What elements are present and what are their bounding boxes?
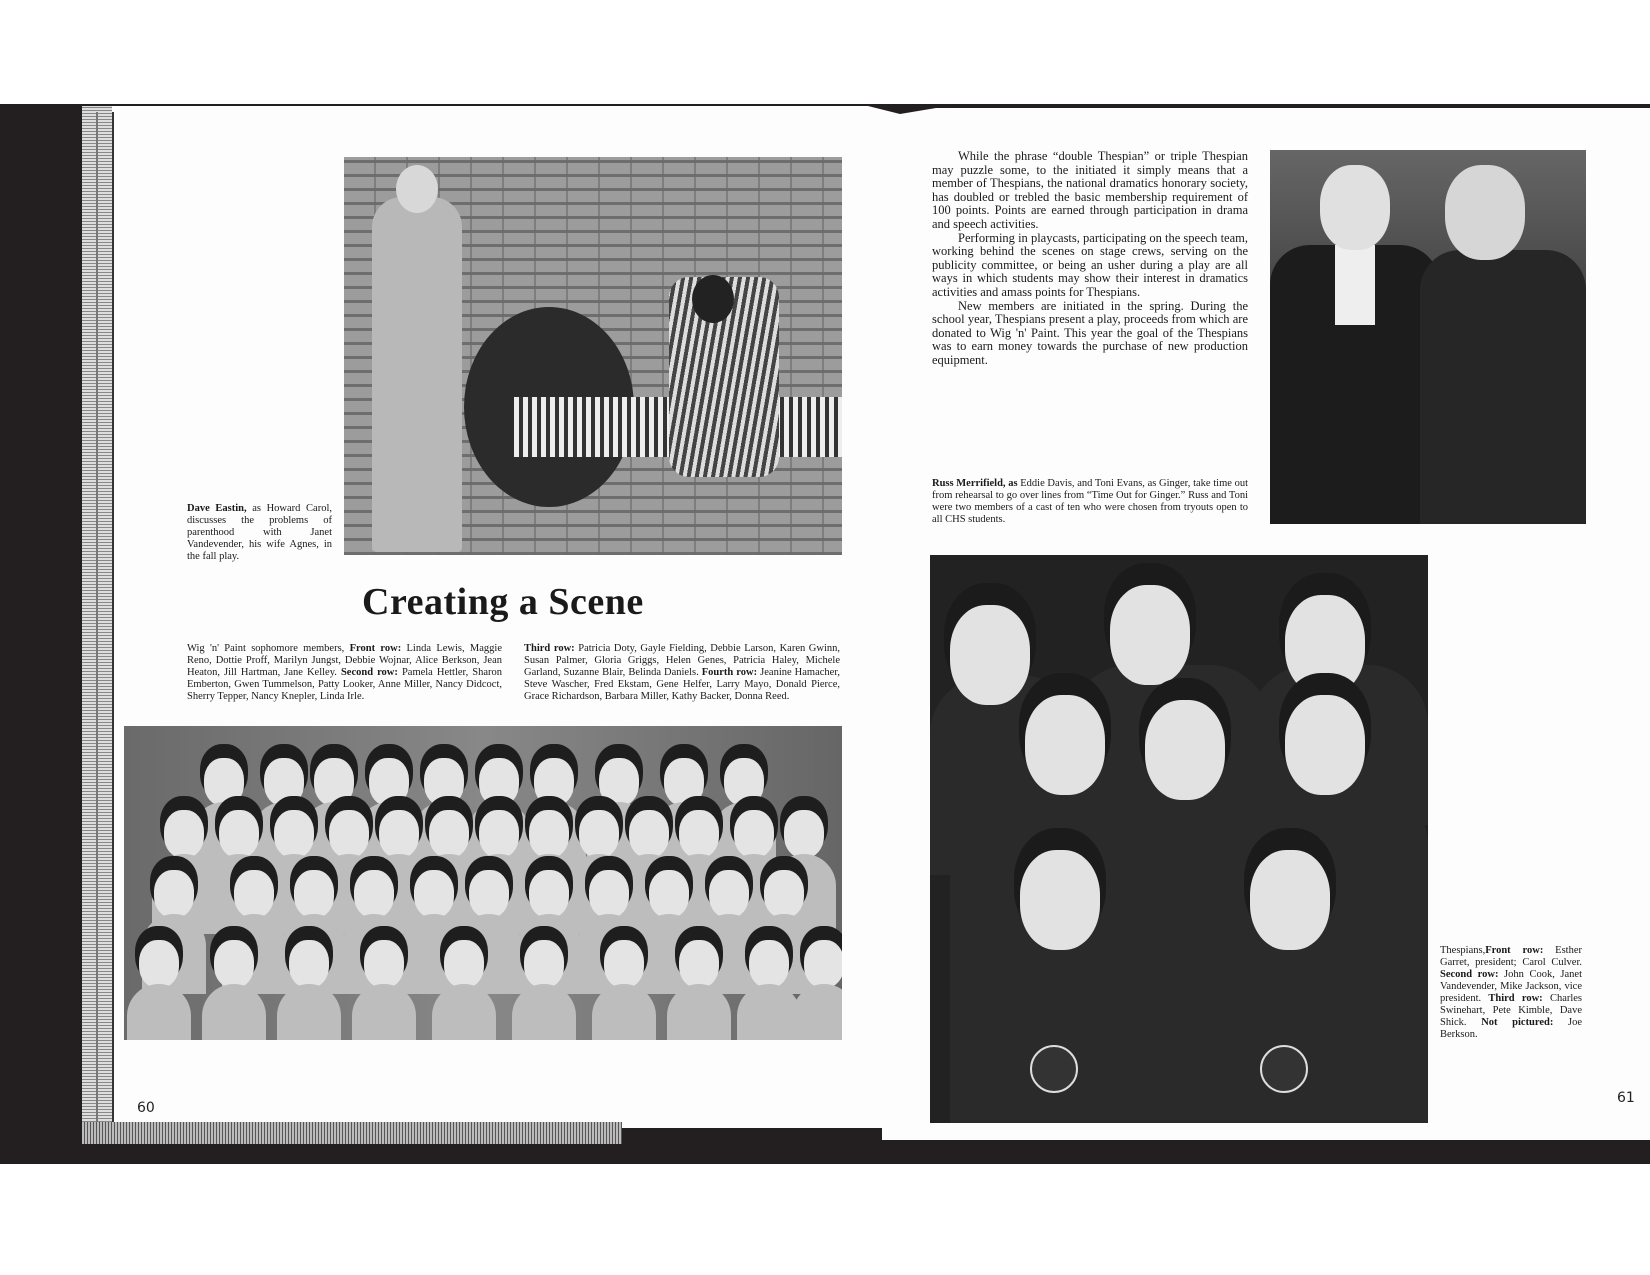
person-face [214, 940, 254, 988]
person-face [469, 870, 509, 918]
article-paragraph: New members are initiated in the spring. During the school year, Thespians present a play, proceeds from which are donated to Wig 'n' Paint. This year the goal of the Thespians was to earn money towards the purchase of new production equipment. [932, 298, 1248, 367]
person-face [950, 605, 1030, 705]
row-names: Esther Garret, president; Carol Culver. [1440, 945, 1582, 968]
article-paragraph: Performing in playcasts, participating on the speech team, working behind the scenes on stage crews, serving on the publicity committee, or being an usher during a play are all ways in which students may show their interest in dramatics activities and amass points for Thespians. [932, 230, 1248, 299]
row-label: Not pictured: [1481, 1017, 1554, 1028]
rehearsal-caption [932, 478, 1248, 526]
page-title: Creating a Scene [362, 581, 644, 623]
row-label: Second row: [340, 667, 398, 678]
row-label: Front row: [1485, 945, 1544, 956]
person-face [364, 940, 404, 988]
person-body [277, 984, 341, 1040]
person-face [599, 758, 639, 806]
person-face [289, 940, 329, 988]
person-face [679, 940, 719, 988]
person-face [234, 870, 274, 918]
person-face [479, 758, 519, 806]
row-names: Charles Swinehart, Pete Kimble, Dave Shick. [1440, 993, 1583, 1028]
person-face [204, 758, 244, 806]
spine-notch [860, 104, 960, 114]
person-face [664, 758, 704, 806]
person-face [274, 810, 314, 858]
person-face [369, 758, 409, 806]
sophomore-group-photo [124, 726, 842, 1040]
caption-text: as Howard Carol, discusses the problems of parenthood with Janet Vandevender, his wife Agnes, in the fall play. [187, 503, 332, 562]
person-face [264, 758, 304, 806]
person-face [354, 870, 394, 918]
row-names: John Cook, Janet Vandevender, Mike Jackson, vice president. [1440, 969, 1582, 1004]
caption-intro: Thespians, [1440, 945, 1486, 956]
toni-head [1445, 165, 1525, 260]
person-face [604, 940, 644, 988]
person-face [1020, 850, 1100, 950]
person-face [424, 758, 464, 806]
person-face [414, 870, 454, 918]
person-face [479, 810, 519, 858]
thespians-group-photo [930, 555, 1428, 1123]
person-face [629, 810, 669, 858]
person-face [709, 870, 749, 918]
thespians-caption [1440, 945, 1582, 1041]
person-face [444, 940, 484, 988]
sophomore-caption-col1 [187, 643, 502, 703]
person-face [529, 810, 569, 858]
person-face [764, 870, 804, 918]
person-body [352, 984, 416, 1040]
row-names: Patricia Doty, Gayle Fielding, Debbie Larson, Karen Gwinn, Susan Palmer, Gloria Griggs, Helen Genes, Patricia Haley, Michele Garland, Suzanne Blair, Belinda Daniels. [524, 643, 841, 678]
row-label: Front row: [349, 643, 402, 654]
person-face [379, 810, 419, 858]
person-face [294, 870, 334, 918]
caption-lead: Russ Merrifield, as [932, 478, 1018, 489]
person-face [1025, 695, 1105, 795]
person-face [154, 870, 194, 918]
row-names: Jeanine Hamacher, Steve Wascher, Fred Ekstam, Gene Helfer, Larry Mayo, Donald Pierce, Grace Richardson, Barbara Miller, Kathy Backer, Donna Reed. [524, 667, 841, 702]
person-body [127, 984, 191, 1040]
person-face [1250, 850, 1330, 950]
russ-head [1320, 165, 1390, 250]
caption-text: Eddie Davis, and Toni Evans, as Ginger, take time out from rehearsal to go over lines from “Time Out for Ginger.” Russ and Toni were two members of a cast of ten who were chosen from tryouts open to all CHS students. [932, 478, 1248, 525]
person-face [589, 870, 629, 918]
person-face [1285, 595, 1365, 695]
sophomore-caption-col2 [524, 643, 840, 703]
person-face [1145, 700, 1225, 800]
actor-head [396, 165, 438, 213]
person-body [202, 984, 266, 1040]
sweater-emblem-icon [1030, 1045, 1078, 1093]
person-face [649, 870, 689, 918]
person-face [329, 810, 369, 858]
row-label: Second row: [1440, 969, 1499, 980]
article-paragraph: While the phrase “double Thespian” or triple Thespian may puzzle some, to the initiated it simply means that a member of Thespians, the national dramatics honorary society, has doubled or trebled the basic membership requirement of 100 points. Points are earned through participation in drama and speech activities. [932, 149, 1248, 231]
person-face [529, 870, 569, 918]
rehearsal-photo [1270, 150, 1586, 524]
toni-figure [1420, 250, 1586, 524]
article-text [932, 150, 1248, 368]
person-face [749, 940, 789, 988]
sweater-emblem-icon [1260, 1045, 1308, 1093]
page-number-right: 61 [1617, 1090, 1635, 1106]
person-face [524, 940, 564, 988]
row-label: Third row: [1488, 993, 1543, 1004]
person-face [734, 810, 774, 858]
person-body [512, 984, 576, 1040]
shirt [1335, 245, 1375, 325]
person-face [724, 758, 764, 806]
row-names: Joe Berkson. [1440, 1017, 1583, 1040]
page-number-left: 60 [137, 1100, 155, 1116]
person-body [950, 945, 1150, 1123]
page-bottom-edge [82, 1122, 622, 1144]
caption-lead: Dave Eastin, [187, 503, 247, 514]
actress-head [692, 275, 734, 323]
actor-figure [372, 197, 462, 552]
person-face [784, 810, 824, 858]
person-face [164, 810, 204, 858]
person-body [592, 984, 656, 1040]
row-names: Pamela Hettler, Sharon Emberton, Gwen Tummelson, Patty Looker, Anne Miller, Nancy Didcoct, Sherry Tepper, Nancy Knepler, Linda Irle. [187, 667, 503, 702]
row-names: Linda Lewis, Maggie Reno, Dottie Proff, Marilyn Jungst, Debbie Wojnar, Alice Berkson, Jean Heaton, Jill Hartman, Jane Kelley. [187, 643, 502, 678]
person-face [139, 940, 179, 988]
binding-lines [96, 112, 114, 1122]
stage-scene-photo [344, 157, 842, 555]
person-body [667, 984, 731, 1040]
person-face [579, 810, 619, 858]
row-label: Fourth row: [701, 667, 758, 678]
person-face [534, 758, 574, 806]
row-label: Third row: [524, 643, 575, 654]
person-body [432, 984, 496, 1040]
person-body [1170, 945, 1390, 1123]
person-face [429, 810, 469, 858]
person-face [804, 940, 842, 988]
person-face [1285, 695, 1365, 795]
caption-intro: Wig 'n' Paint sophomore members, [187, 643, 345, 654]
person-face [1110, 585, 1190, 685]
stage-photo-caption [187, 503, 332, 563]
person-face [314, 758, 354, 806]
person-face [679, 810, 719, 858]
person-face [219, 810, 259, 858]
